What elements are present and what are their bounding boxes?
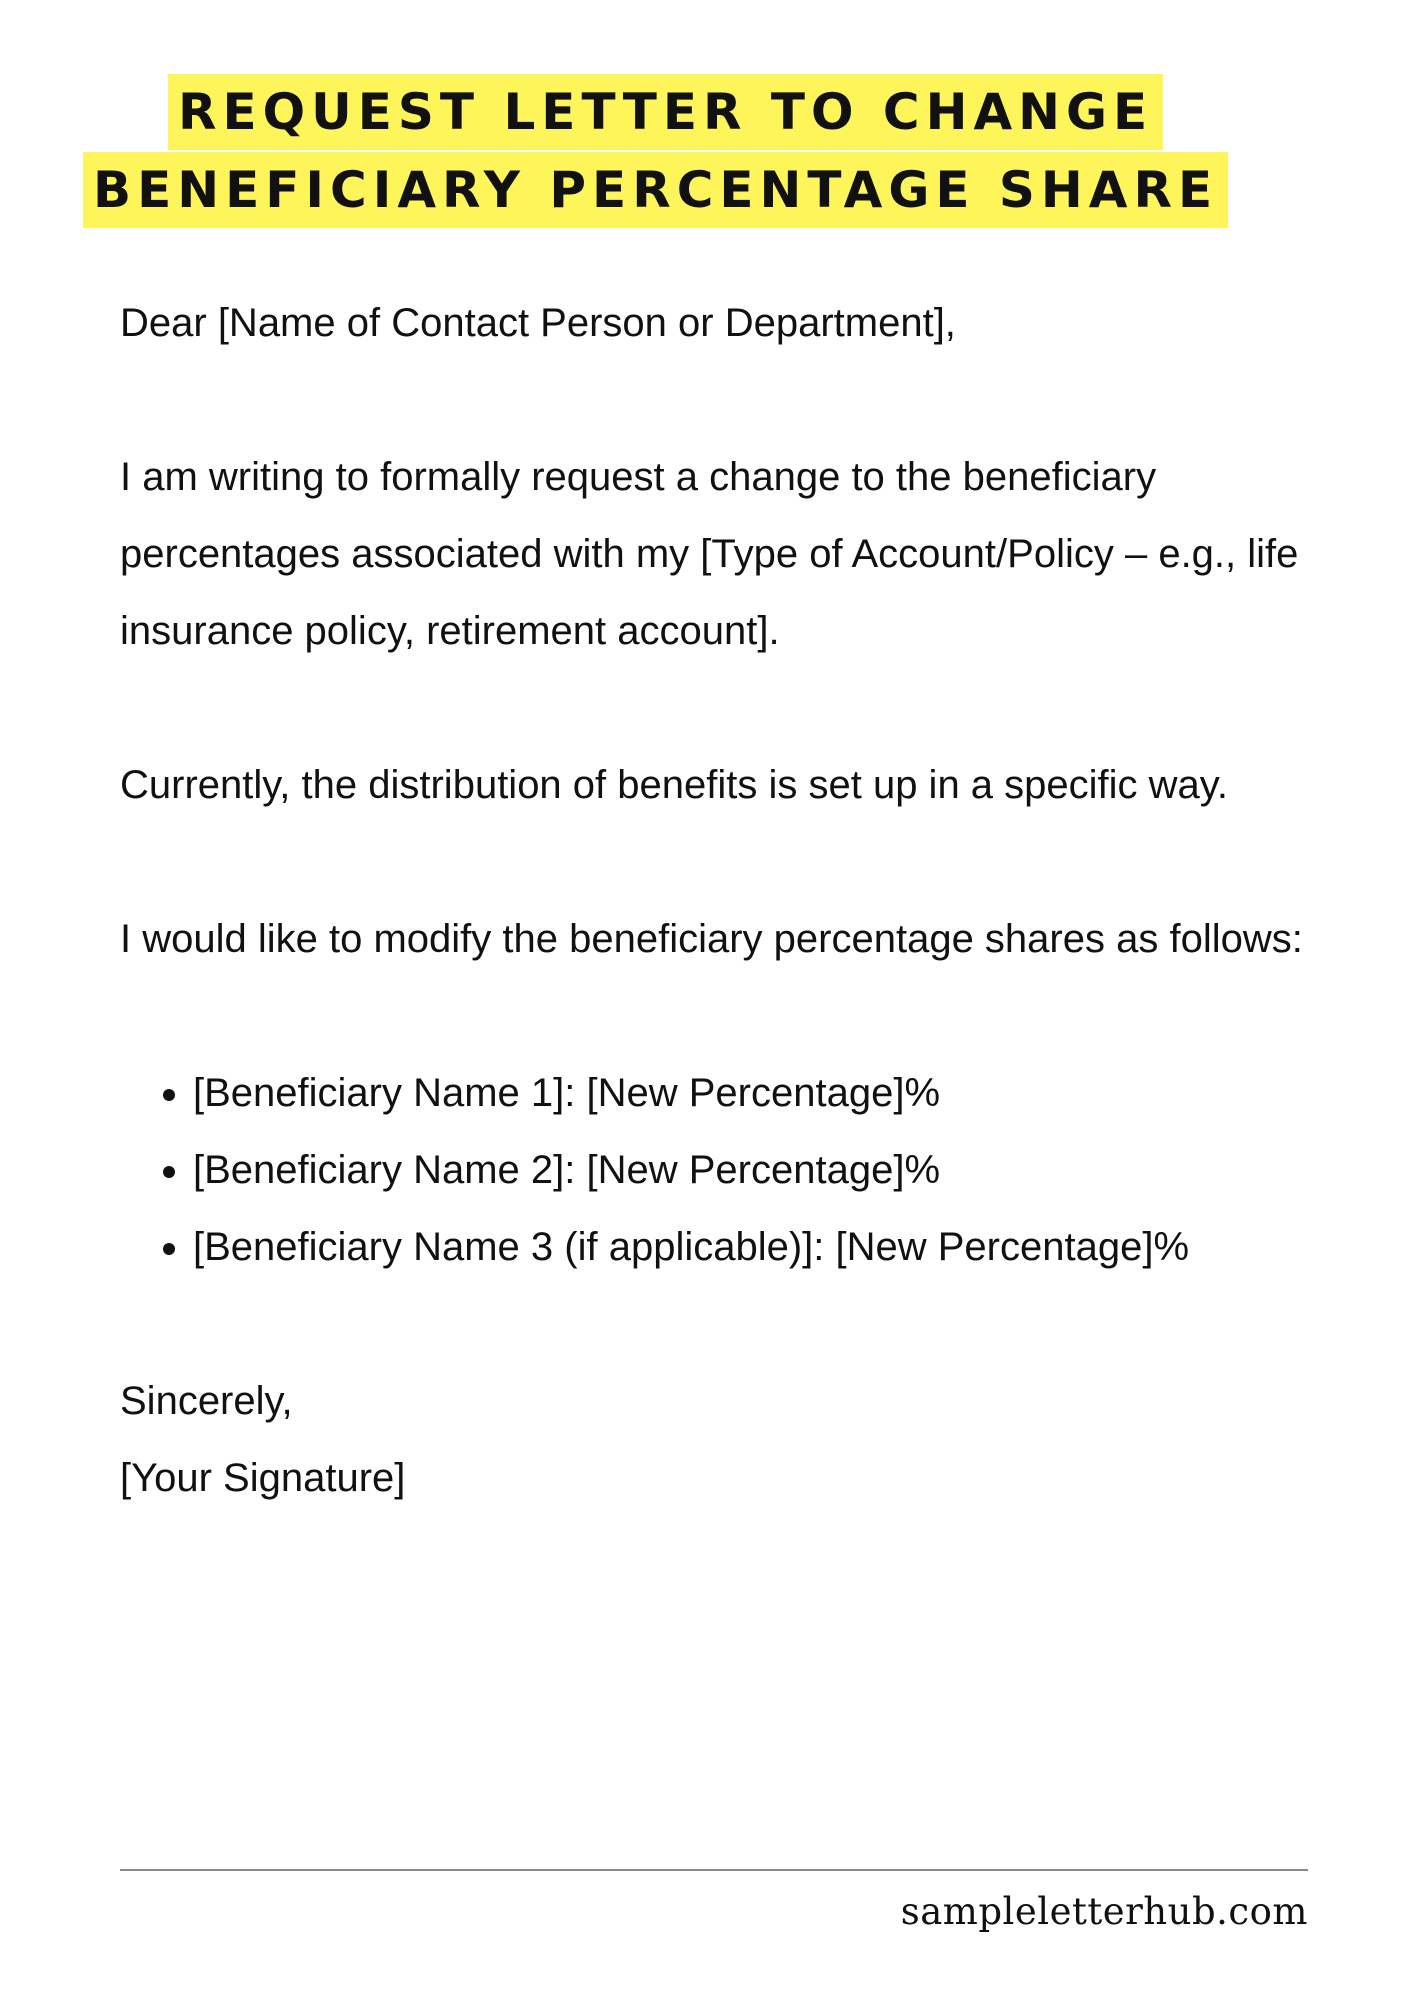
beneficiary-list — [120, 1055, 1340, 1286]
salutation: Dear [Name of Contact Person or Department], — [120, 301, 956, 345]
paragraph-modify: I would like to modify the beneficiary percentage shares as follows: — [120, 917, 1303, 961]
list-item: • [Beneficiary Name 1]: [New Percentage]% — [193, 1055, 1340, 1132]
paragraph-request: I am writing to formally request a change to the beneficiary percentages associated with my [Type of Account/Policy – e.g., life insurance policy, retirement account]. — [120, 455, 1299, 653]
paragraph-current: Currently, the distribution of benefits is set up in a specific way. — [120, 763, 1228, 807]
title-line-2: BENEFICIARY PERCENTAGE SHARE — [83, 152, 1228, 228]
site-footer: sampleletterhub.com — [900, 1890, 1308, 1933]
list-item: • [Beneficiary Name 3 (if applicable)]: [New Percentage]% — [193, 1209, 1340, 1286]
closing: Sincerely, — [120, 1379, 293, 1423]
footer-divider — [120, 1869, 1308, 1871]
signature: [Your Signature] — [120, 1456, 406, 1500]
list-item: • [Beneficiary Name 2]: [New Percentage]% — [193, 1132, 1340, 1209]
letter-body — [120, 285, 1340, 1517]
closing-block — [120, 1363, 1340, 1517]
title-line-1: REQUEST LETTER TO CHANGE — [168, 74, 1163, 150]
